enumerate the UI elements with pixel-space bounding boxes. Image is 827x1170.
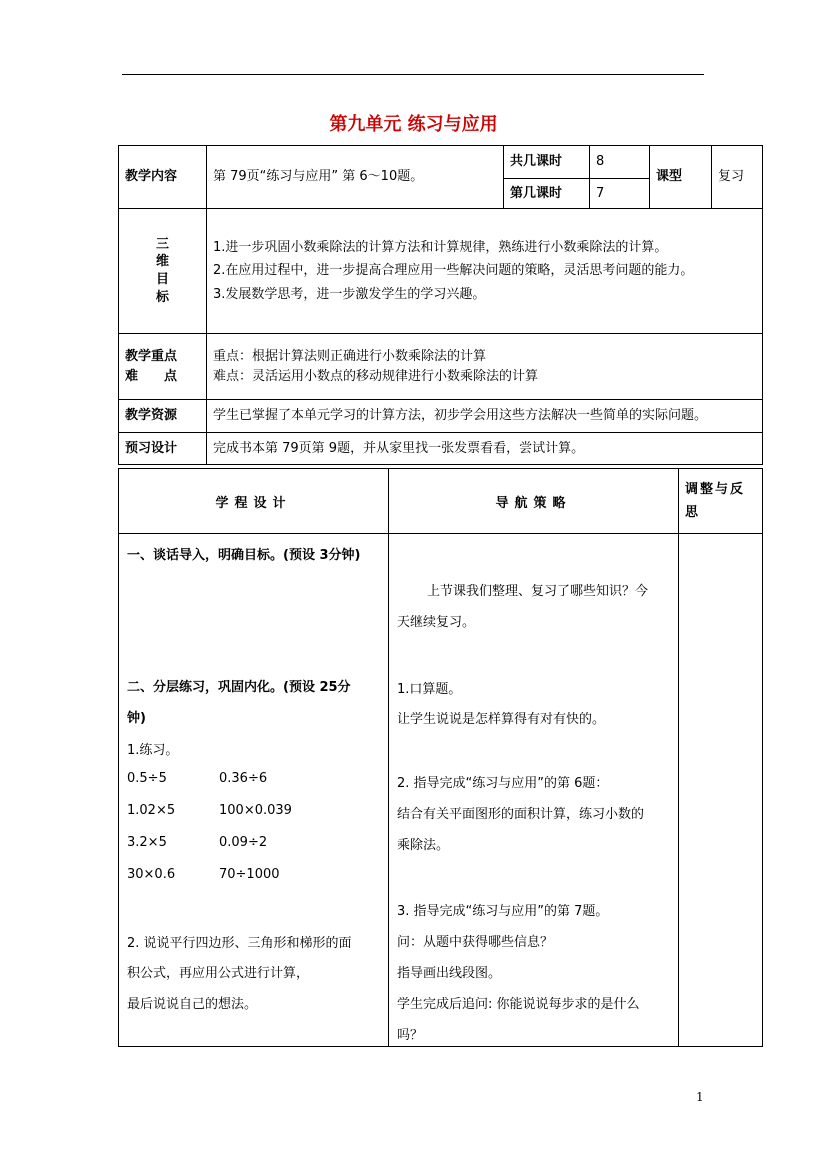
exercise-item: 30×0.6 (127, 867, 176, 882)
plan-design-cell (119, 534, 389, 1047)
preview-label: 预习设计 (119, 433, 207, 465)
design-item-2-line3: 最后说说自己的想法。 (127, 997, 258, 1012)
exercise-item: 0.09÷2 (219, 835, 268, 850)
key-label: 教学重点 (125, 348, 178, 364)
exercise-item: 100×0.039 (219, 803, 292, 818)
exercise-item: 0.5÷5 (127, 771, 167, 786)
resource-value: 学生已掌握了本单元学习的计算方法，初步学会用这些方法解决一些简单的实际问题。 (207, 400, 763, 433)
goal-item: 1.进一步巩固小数乘除法的计算方法和计算规律，熟练进行小数乘除法的计算。 (213, 239, 668, 255)
exercise-item: 3.2×5 (127, 835, 167, 850)
exercise-item: 70÷1000 (219, 867, 280, 882)
section-2-heading-line1: 二、分层练习，巩固内化。(预设 25分 (127, 680, 351, 695)
nth-hour-label: 第几课时 (504, 179, 590, 209)
exercise-item: 1.02×5 (127, 803, 176, 818)
strategy-item-2-line2: 结合有关平面图形的面积计算，练习小数的 (397, 807, 645, 822)
strategy-item-3-line1: 3. 指导完成“练习与应用”的第 7题。 (397, 904, 609, 919)
goal-item: 3.发展数学思考，进一步激发学生的学习兴趣。 (213, 286, 486, 302)
exercise-row (127, 867, 280, 882)
plan-header-strategy: 导航策略 (389, 469, 679, 534)
section-2-heading-line2: 钟) (127, 711, 146, 726)
exercise-row (127, 835, 268, 850)
strategy-item-2-line3: 乘除法。 (397, 838, 450, 853)
page-title: 第九单元 练习与应用 (329, 114, 498, 135)
goals-label-char: 标 (155, 289, 169, 305)
strategy-item-3-line4: 学生完成后追问: 你能说说每步求的是什么 (397, 997, 640, 1012)
goals-label-char: 三 (155, 236, 169, 252)
content-label: 教学内容 (119, 146, 207, 209)
plan-header-reflection: 调整与反思 (679, 469, 763, 534)
key-difficult-label (119, 334, 207, 400)
content-value: 第 79页“练习与应用” 第 6～10题。 (207, 146, 504, 209)
oral-desc: 让学生说说是怎样算得有对有快的。 (397, 712, 606, 727)
exercise-item: 0.36÷6 (219, 771, 268, 786)
section-1-heading: 一、谈话导入，明确目标。(预设 3分钟) (127, 548, 361, 563)
plan-strategy-cell (389, 534, 679, 1047)
preview-value: 完成书本第 79页第 9题，并从家里找一张发票看看，尝试计算。 (207, 433, 763, 465)
strategy-item-3-line5: 吗？ (397, 1028, 424, 1043)
nth-hour-value: 7 (590, 179, 650, 209)
intro-line2: 天继续复习。 (397, 615, 476, 630)
lesson-type-label: 课型 (650, 146, 712, 209)
strategy-item-2-line1: 2. 指导完成“练习与应用”的第 6题： (397, 776, 609, 791)
design-item-2-line1: 2. 说说平行四边形、三角形和梯形的面 (127, 936, 352, 951)
difficult-value: 难点：灵活运用小数点的移动规律进行小数乘除法的计算 (213, 368, 539, 384)
plan-header-design: 学程设计 (119, 469, 389, 534)
oral-title: 1.口算题。 (397, 682, 462, 697)
lesson-type-value: 复习 (712, 146, 763, 209)
resource-label: 教学资源 (119, 400, 207, 433)
header-rule (122, 74, 704, 75)
exercise-title: 1.练习。 (127, 743, 179, 758)
plan-reflection-cell (679, 534, 763, 1047)
exercise-row (127, 803, 292, 818)
goals-label (119, 209, 207, 334)
goal-item: 2.在应用过程中，进一步提高合理应用一些解决问题的策略，灵活思考问题的能力。 (213, 263, 694, 279)
key-difficult-value (207, 334, 763, 400)
goals-label-char: 维 (155, 254, 169, 270)
learning-plan-table (118, 468, 763, 1047)
design-item-2-line2: 积公式，再应用公式进行计算， (127, 966, 310, 981)
design-column (127, 540, 380, 1040)
page-number: 1 (696, 1090, 704, 1104)
intro-line1: 上节课我们整理、复习了哪些知识？今 (427, 584, 649, 599)
goals-label-char: 目 (155, 272, 169, 287)
difficult-label: 难 点 (125, 368, 178, 384)
exercise-row (127, 771, 268, 786)
total-hours-value: 8 (590, 146, 650, 179)
goals-list (207, 209, 763, 334)
lesson-info-table (118, 145, 763, 465)
key-value: 重点：根据计算法则正确进行小数乘除法的计算 (213, 348, 487, 364)
strategy-item-3-line2: 问：从题中获得哪些信息？ (397, 935, 554, 950)
strategy-column (397, 540, 670, 1043)
strategy-item-3-line3: 指导画出线段图。 (397, 966, 502, 981)
total-hours-label: 共几课时 (504, 146, 590, 179)
